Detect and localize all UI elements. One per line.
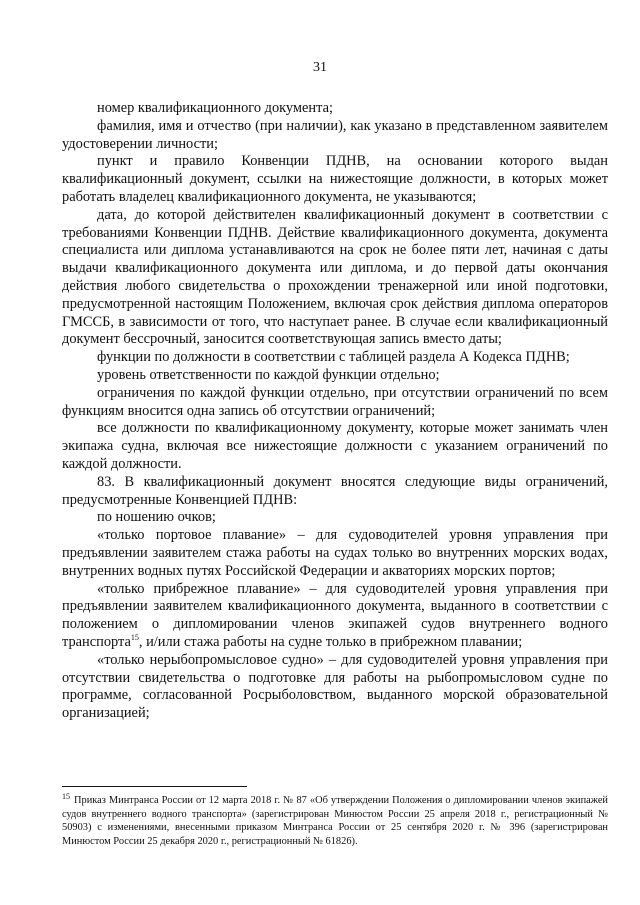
paragraph: пункт и правило Конвенции ПДНВ, на основании которого выдан квалификационный документ, ссылки на нижестоящие должности, в которых может работать владелец квалификационного документа, не указываются; [62, 153, 608, 205]
body-text [62, 100, 608, 723]
paragraph-coastal [62, 581, 608, 652]
paragraph: номер квалификационного документа; [97, 100, 333, 116]
footnote [62, 791, 608, 848]
paragraph: по ношению очков; [97, 509, 216, 526]
paragraph: дата, до которой действителен квалификационный документ в соответствии с требованиями Конвенции ПДНВ. Действие квалификационного документа, документа специалиста или диплома устанавливаются на срок не более пяти лет, начиная с даты выдачи квалификационного документа или диплома, и до первой даты окончания действия любого свидетельства о прохождении тренажерной или иной подготовки, предусмотренной настоящим Положением, включая срок действия диплома операторов ГМССБ, в зависимости от того, что наступает ранее. В случае если квалификационный документ бессрочный, заносится соответствующая запись вместо даты; [62, 206, 608, 348]
paragraph-section-83: 83. В квалификационный документ вносятся следующие виды ограничений, предусмотренные Конвенцией ПДНВ: [62, 473, 608, 508]
paragraph: ограничения по каждой функции отдельно, при отсутствии ограничений по всем функциям вносится одна запись об отсутствии ограничений; [62, 384, 608, 419]
paragraph: все должности по квалификационному документу, которые может занимать член экипажа судна, включая все нижестоящие должности с указанием ограничений по каждой должности. [62, 420, 608, 472]
paragraph: уровень ответственности по каждой функции отдельно; [97, 366, 440, 383]
page-number: 31 [313, 60, 327, 75]
footnote-reference[interactable]: 15 [130, 633, 139, 643]
paragraph-coastal-tail: , и/или стажа работы на судне только в прибрежном плавании; [138, 633, 523, 650]
paragraph: фамилия, имя и отчество (при наличии), как указано в представленном заявителем удостоверении личности; [62, 117, 608, 152]
footnote-text: Приказ Минтранса России от 12 марта 2018 г. № 87 «Об утверждении Положения о дипломировании членов экипажей судов внутреннего водного транспорта» (зарегистрирован Минюстом России 25 апреля 2018 г., регистрационный № 50903) с изменениями, внесенными приказом Минтранса России от 25 сентября 2020 г. № 396 (зарегистрирован Минюстом России 25 декабря 2020 г., регистрационный № 61826). [62, 795, 608, 847]
paragraph-nonfishing: «только нерыбопромысловое судно» – для судоводителей уровня управления при отсутствии свидетельства о подготовке для работы на рыбопромысловом судне по программе, согласованной Росрыболовством, выданного морской образовательной организацией; [62, 651, 608, 722]
paragraph: функции по должности в соответствии с таблицей раздела А Кодекса ПДНВ; [97, 349, 570, 366]
paragraph: «только портовое плавание» – для судоводителей уровня управления при предъявлении заявителем стажа работы на судах только во внутренних морских водах, внутренних водных путях Российской Федерации и акваториях морских портов; [62, 527, 608, 579]
footnote-mark: 15 [62, 791, 70, 801]
footnote-divider [62, 786, 247, 787]
paragraph-coastal-text: «только прибрежное плавание» – для судоводителей уровня управления при предъявлении заявителем квалификационного документа, выданного в соответствии с положением о дипломировании членов экипажей судов внутреннего водного транспорта [62, 580, 608, 650]
